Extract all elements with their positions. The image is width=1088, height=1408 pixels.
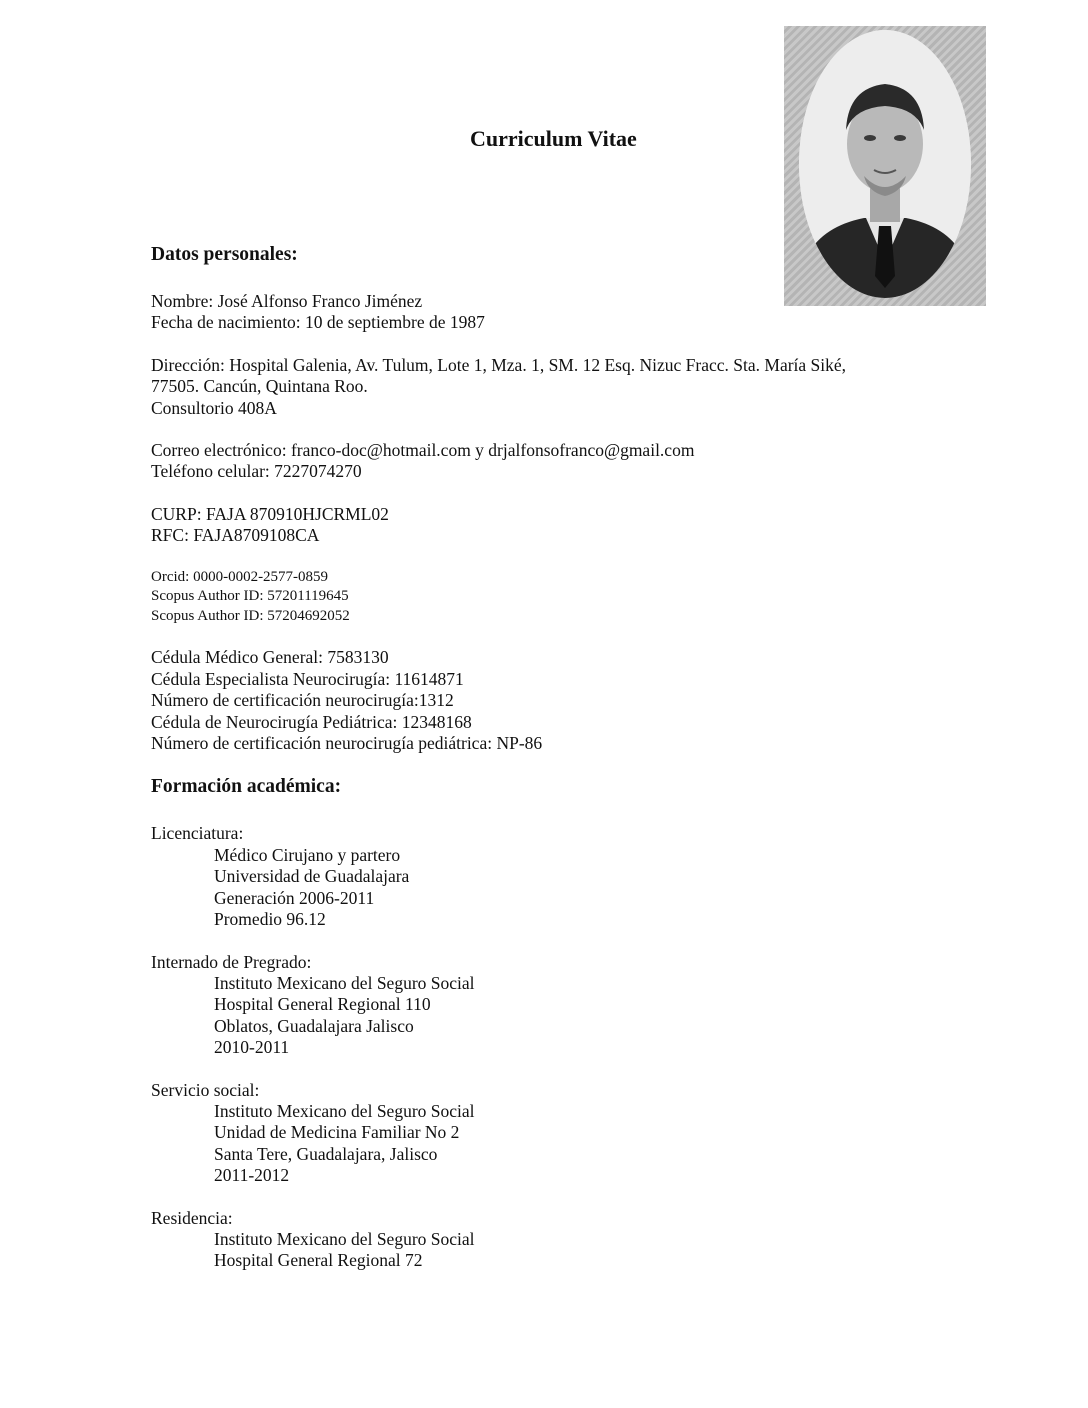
office: Consultorio 408A [151, 397, 277, 418]
orcid: Orcid: 0000-0002-2577-0859 [151, 568, 329, 585]
cedula-general: Cédula Médico General: 7583130 [151, 647, 389, 668]
edu-label: Servicio social: [151, 1079, 260, 1100]
edu-line: Instituto Mexicano del Seguro Social [214, 1228, 475, 1249]
scopus-id-1: Scopus Author ID: 57201119645 [151, 588, 349, 605]
cedula-pediatrica: Cédula de Neurocirugía Pediátrica: 12348168 [151, 711, 472, 732]
rfc: RFC: FAJA8709108CA [151, 525, 320, 546]
edu-label: Residencia: [151, 1207, 233, 1228]
cv-content [151, 243, 951, 1272]
address-line-2: 77505. Cancún, Quintana Roo. [151, 376, 368, 397]
edu-label: Licenciatura: [151, 823, 244, 844]
edu-line: Oblatos, Guadalajara Jalisco [214, 1015, 414, 1036]
edu-line: 2011-2012 [214, 1165, 290, 1186]
scopus-id-2: Scopus Author ID: 57204692052 [151, 607, 350, 624]
edu-section [151, 823, 951, 930]
edu-line: 2010-2011 [214, 1037, 290, 1058]
cert-neurocirugia: Número de certificación neurocirugía:1312 [151, 690, 454, 711]
edu-section [151, 1080, 951, 1187]
edu-line: Generación 2006-2011 [214, 887, 375, 908]
edu-line: Instituto Mexicano del Seguro Social [214, 1100, 475, 1121]
edu-line: Médico Cirujano y partero [214, 844, 401, 865]
education-heading: Formación académica: [151, 776, 342, 798]
email: Correo electrónico: franco-doc@hotmail.com y drjalfonsofranco@gmail.com [151, 440, 695, 461]
edu-section [151, 1208, 951, 1272]
curp: CURP: FAJA 870910HJCRML02 [151, 503, 389, 524]
edu-line: Hospital General Regional 110 [214, 994, 431, 1015]
edu-line: Instituto Mexicano del Seguro Social [214, 972, 475, 993]
page-title: Curriculum Vitae [470, 126, 637, 151]
edu-section [151, 952, 951, 1059]
edu-line: Unidad de Medicina Familiar No 2 [214, 1122, 460, 1143]
cedula-especialista: Cédula Especialista Neurocirugía: 11614871 [151, 668, 464, 689]
edu-line: Universidad de Guadalajara [214, 866, 410, 887]
edu-line: Santa Tere, Guadalajara, Jalisco [214, 1143, 438, 1164]
phone: Teléfono celular: 7227074270 [151, 461, 362, 482]
full-name: Nombre: José Alfonso Franco Jiménez [151, 291, 423, 311]
address-line-1: Dirección: Hospital Galenia, Av. Tulum, Lote 1, Mza. 1, SM. 12 Esq. Nizuc Fracc. Sta. María Siké, [151, 354, 847, 375]
personal-data-heading: Datos personales: [151, 244, 298, 265]
cert-pediatrica: Número de certificación neurocirugía pediátrica: NP-86 [151, 733, 543, 754]
edu-line: Hospital General Regional 72 [214, 1250, 423, 1271]
edu-label: Internado de Pregrado: [151, 951, 312, 972]
birth-date: Fecha de nacimiento: 10 de septiembre de 1987 [151, 312, 485, 333]
edu-line: Promedio 96.12 [214, 909, 326, 930]
